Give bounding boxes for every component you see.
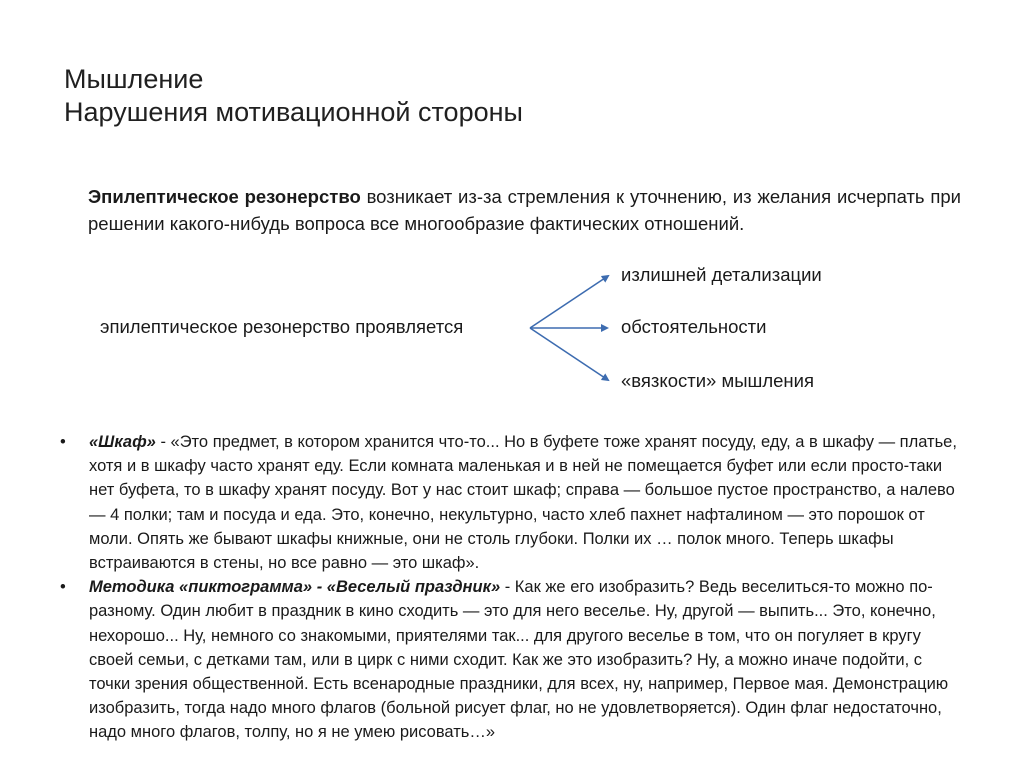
bullet-marker: • [60,433,66,451]
diagram-target-3: «вязкости» мышления [621,370,814,391]
diagram-source: эпилептическое резонерство проявляется [100,316,464,337]
intro-term: Эпилептическое резонерство [88,186,361,207]
title-line-1: Мышление [64,64,204,94]
arrow-to-target-1 [530,276,608,328]
title-line-2: Нарушения мотивационной стороны [64,97,523,127]
bullet-item-wardrobe [60,430,960,575]
bullet-heading: Методика «пиктограмма» - «Веселый праздник» [89,578,501,597]
arrow-to-target-3 [530,328,608,380]
diagram-target-2: обстоятельности [621,316,767,337]
bullet-list [60,430,960,745]
diagram-target-1: излишней детализации [621,264,822,285]
bullet-heading: «Шкаф» [89,433,156,451]
bullet-text: - «Это предмет, в котором хранится что-то... Но в буфете тоже хранят посуду, еду, а в шкафу — платье, хотя и в шкафу часто хранят еду. Если комната маленькая и в ней не помещается буфет или если просто-таки нет буфета, то в шкафу хранят посуду. Вот у нас стоит шкаф; справа — большое пустое пространство, а налево — 4 полки; там и посуда и еда. Это, конечно, некультурно, часто хлеб пахнет нафталином — это порошок от моли. Опять же бывают шкафы книжные, они не столь глубоки. Полки их … полок много. Теперь шкафы встраиваются в стены, но все равно — это шкаф». [89,433,957,573]
bullet-marker: • [60,578,66,597]
bullet-text: - Как же его изобразить? Ведь веселиться-то можно по-разному. Один любит в праздник в кино сходить — это для него веселье. Ну, другой — выпить... Это, конечно, нехорошо... Ну, немного со знакомыми, приятелями так... для другого веселье в том, что он погуляет в кругу своей семьи, с детками там, или в цирк с ними сходит. Как же это изобразить? Ну, а можно иначе подойти, с точки зрения общественной. Есть всенародные праздники, для всех, ну, например, Первое мая. Демонстрацию изобразить, тогда надо много флагов (больной рисует флаг, но не удовлетворяется). Один флаг недостаточно, надо много флагов, толпу, но я не умею рисовать…» [89,578,949,742]
bullet-item-pictogram [60,575,960,744]
intro-text: возникает из-за стремления к уточнению, из желания исчерпать при решении какого-нибудь вопроса все многообразие фактических отношений. [88,186,961,234]
